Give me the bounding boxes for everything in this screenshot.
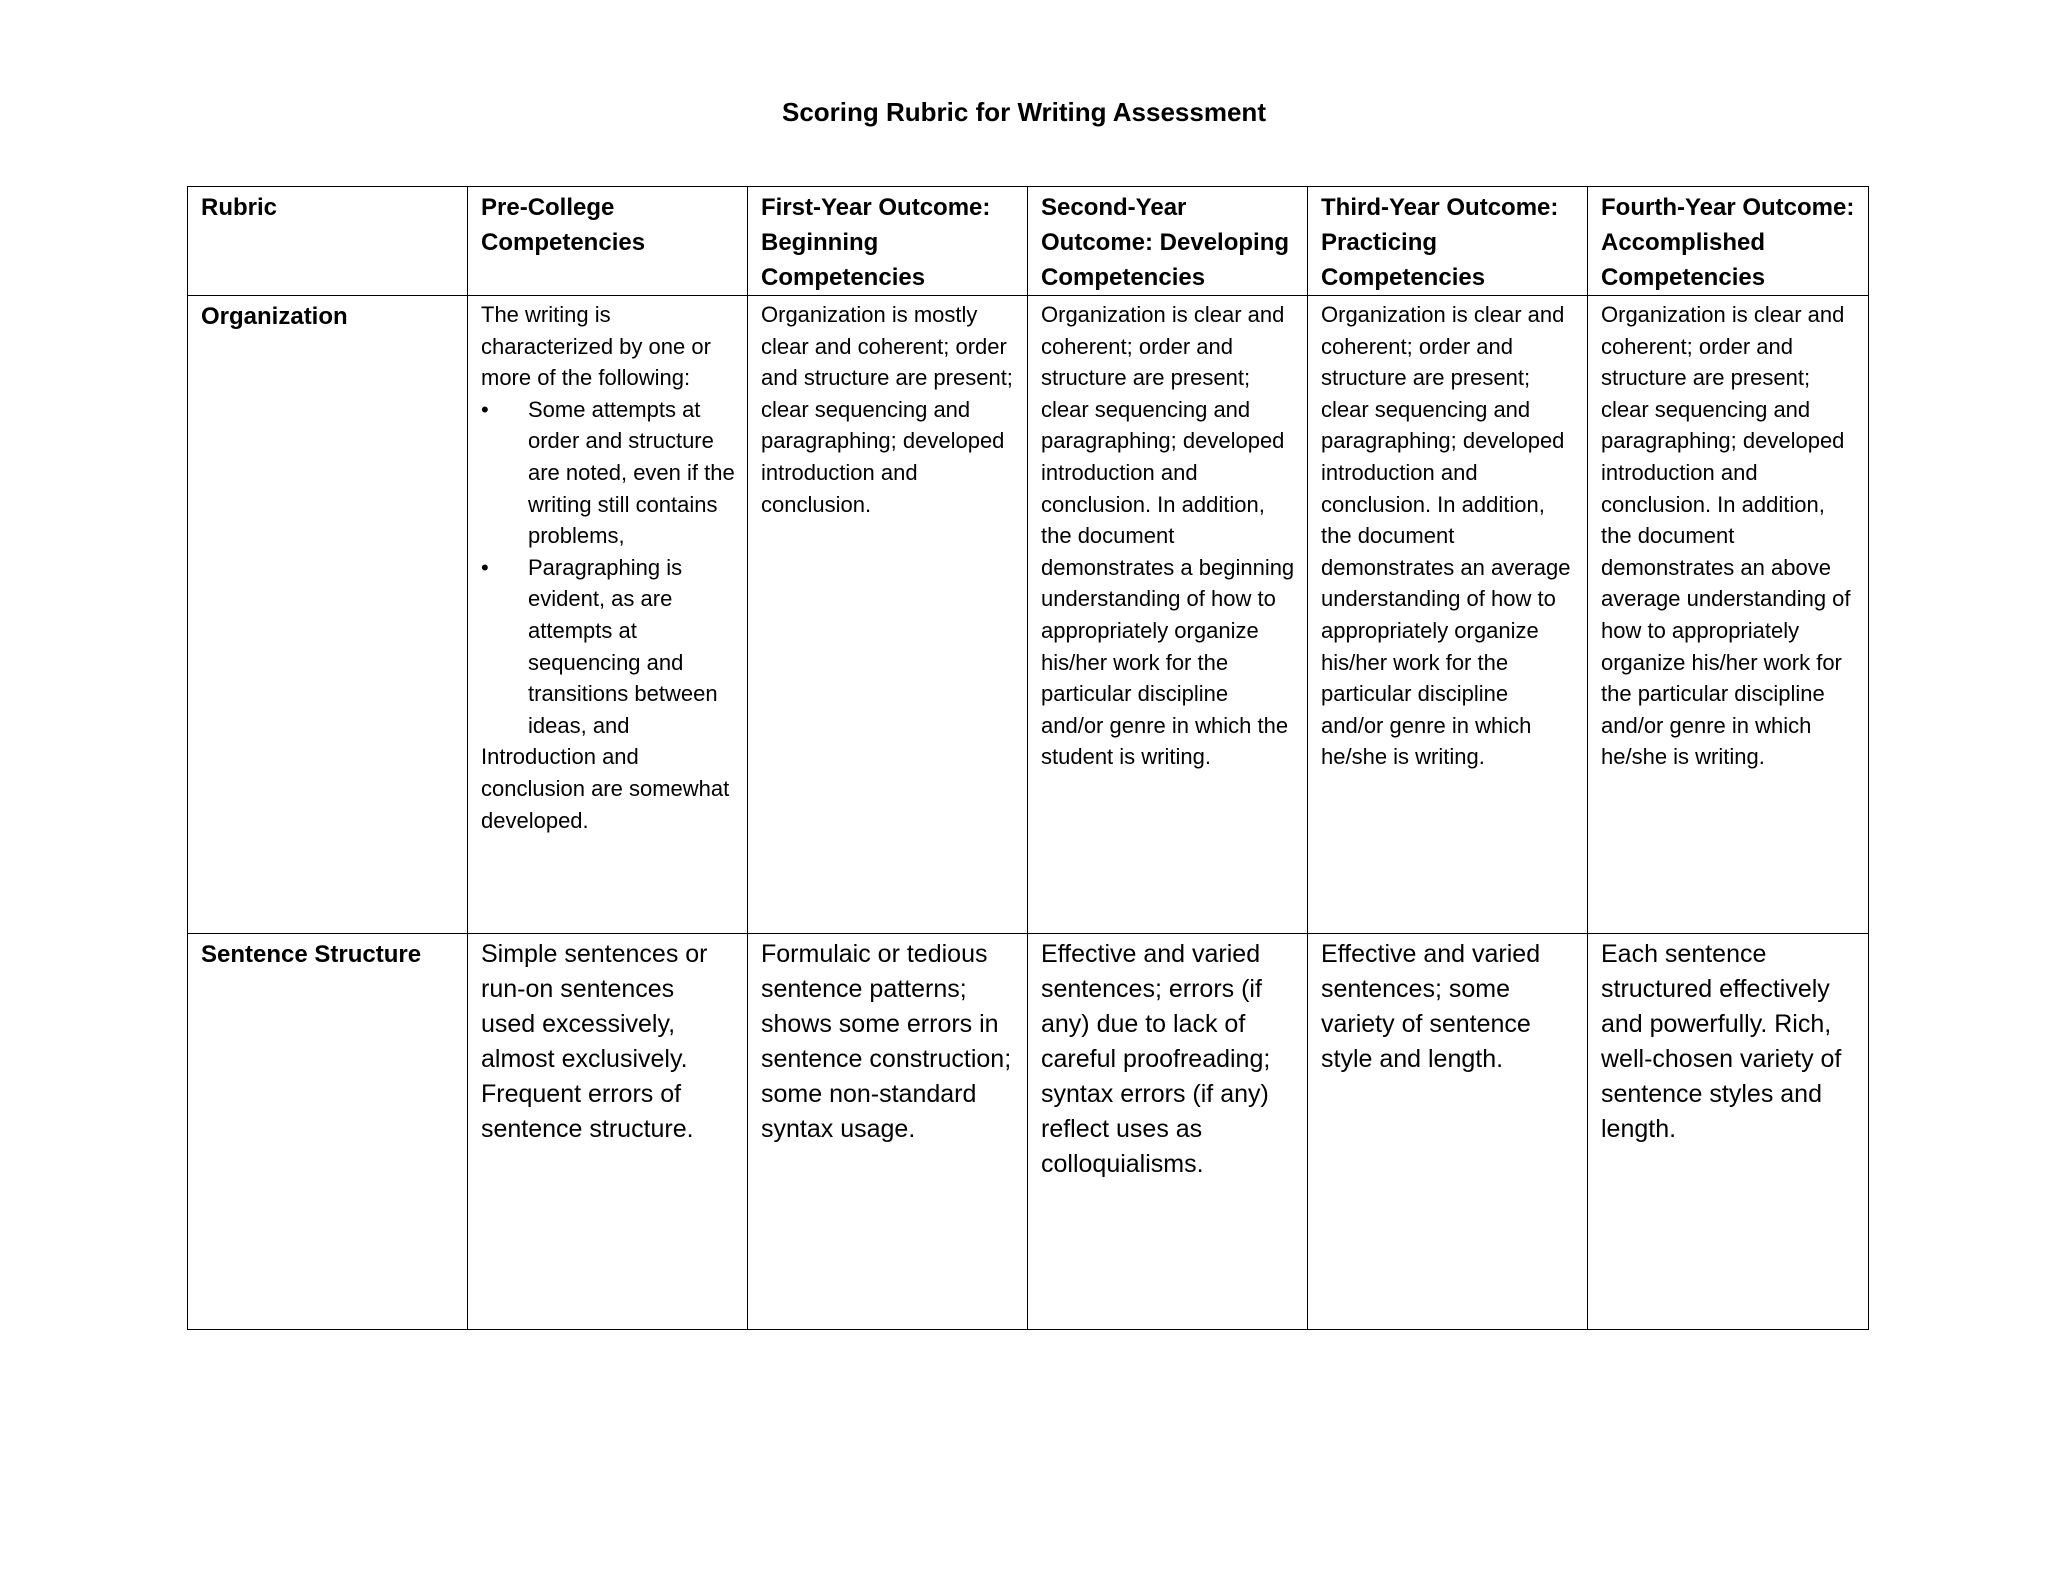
table-row-sentence-structure: [188, 934, 1869, 1330]
rubric-table: [187, 186, 1869, 1330]
sentence-fourth-year-cell: Each sentence structured effectively and powerfully. Rich, well-chosen variety of sentence styles and length.: [1588, 934, 1869, 1330]
sentence-second-year-cell: Effective and varied sentences; errors (if any) due to lack of careful proofreading; syntax errors (if any) reflect uses as colloquialisms.: [1028, 934, 1308, 1330]
document-title: Scoring Rubric for Writing Assessment: [782, 97, 1266, 127]
organization-pre-college-cell: [468, 296, 748, 934]
table-row-organization: [188, 296, 1869, 934]
row-label-sentence-structure: Sentence Structure: [188, 934, 468, 1330]
organization-third-year-cell: Organization is clear and coherent; order and structure are present; clear sequencing and paragraphing; developed introduction and conclusion. In addition, the document demonstrates an average understanding of how to appropriately organize his/her work for the particular discipline and/or genre in which he/she is writing.: [1308, 296, 1588, 934]
row-label-organization: Organization: [188, 296, 468, 934]
organization-pre-college-intro: The writing is characterized by one or more of the following:: [481, 302, 711, 391]
list-item: [481, 552, 735, 742]
list-item: [481, 394, 735, 552]
table-header-row: [188, 187, 1869, 296]
sentence-pre-college-cell: Simple sentences or run-on sentences used excessively, almost exclusively. Frequent errors of sentence structure.: [468, 934, 748, 1330]
bullet-icon: •: [481, 396, 489, 422]
bullet-icon: •: [481, 554, 489, 580]
column-header-first-year: First-Year Outcome: Beginning Competencies: [748, 187, 1028, 296]
column-header-third-year: Third-Year Outcome: Practicing Competencies: [1308, 187, 1588, 296]
organization-pre-college-list: [481, 394, 735, 742]
list-item-text: Paragraphing is evident, as are attempts at sequencing and transitions between ideas, and: [528, 554, 718, 738]
column-header-rubric: Rubric: [188, 187, 468, 296]
organization-fourth-year-cell: Organization is clear and coherent; order and structure are present; clear sequencing and paragraphing; developed introduction and conclusion. In addition, the document demonstrates an above average understanding of how to appropriately organize his/her work for the particular discipline and/or genre in which he/she is writing.: [1588, 296, 1869, 934]
sentence-third-year-cell: Effective and varied sentences; some variety of sentence style and length.: [1308, 934, 1588, 1330]
column-header-fourth-year: Fourth-Year Outcome: Accomplished Competencies: [1588, 187, 1869, 296]
organization-first-year-cell: Organization is mostly clear and coherent; order and structure are present; clear sequencing and paragraphing; developed introduction and conclusion.: [748, 296, 1028, 934]
column-header-second-year: Second-Year Outcome: Developing Competencies: [1028, 187, 1308, 296]
sentence-first-year-cell: Formulaic or tedious sentence patterns; shows some errors in sentence construction; some non-standard syntax usage.: [748, 934, 1028, 1330]
column-header-pre-college: Pre-College Competencies: [468, 187, 748, 296]
organization-second-year-cell: Organization is clear and coherent; order and structure are present; clear sequencing and paragraphing; developed introduction and conclusion. In addition, the document demonstrates a beginning understanding of how to appropriately organize his/her work for the particular discipline and/or genre in which the student is writing.: [1028, 296, 1308, 934]
organization-pre-college-closing: Introduction and conclusion are somewhat developed.: [481, 744, 730, 833]
list-item-text: Some attempts at order and structure are noted, even if the writing still contains problems,: [528, 396, 735, 549]
